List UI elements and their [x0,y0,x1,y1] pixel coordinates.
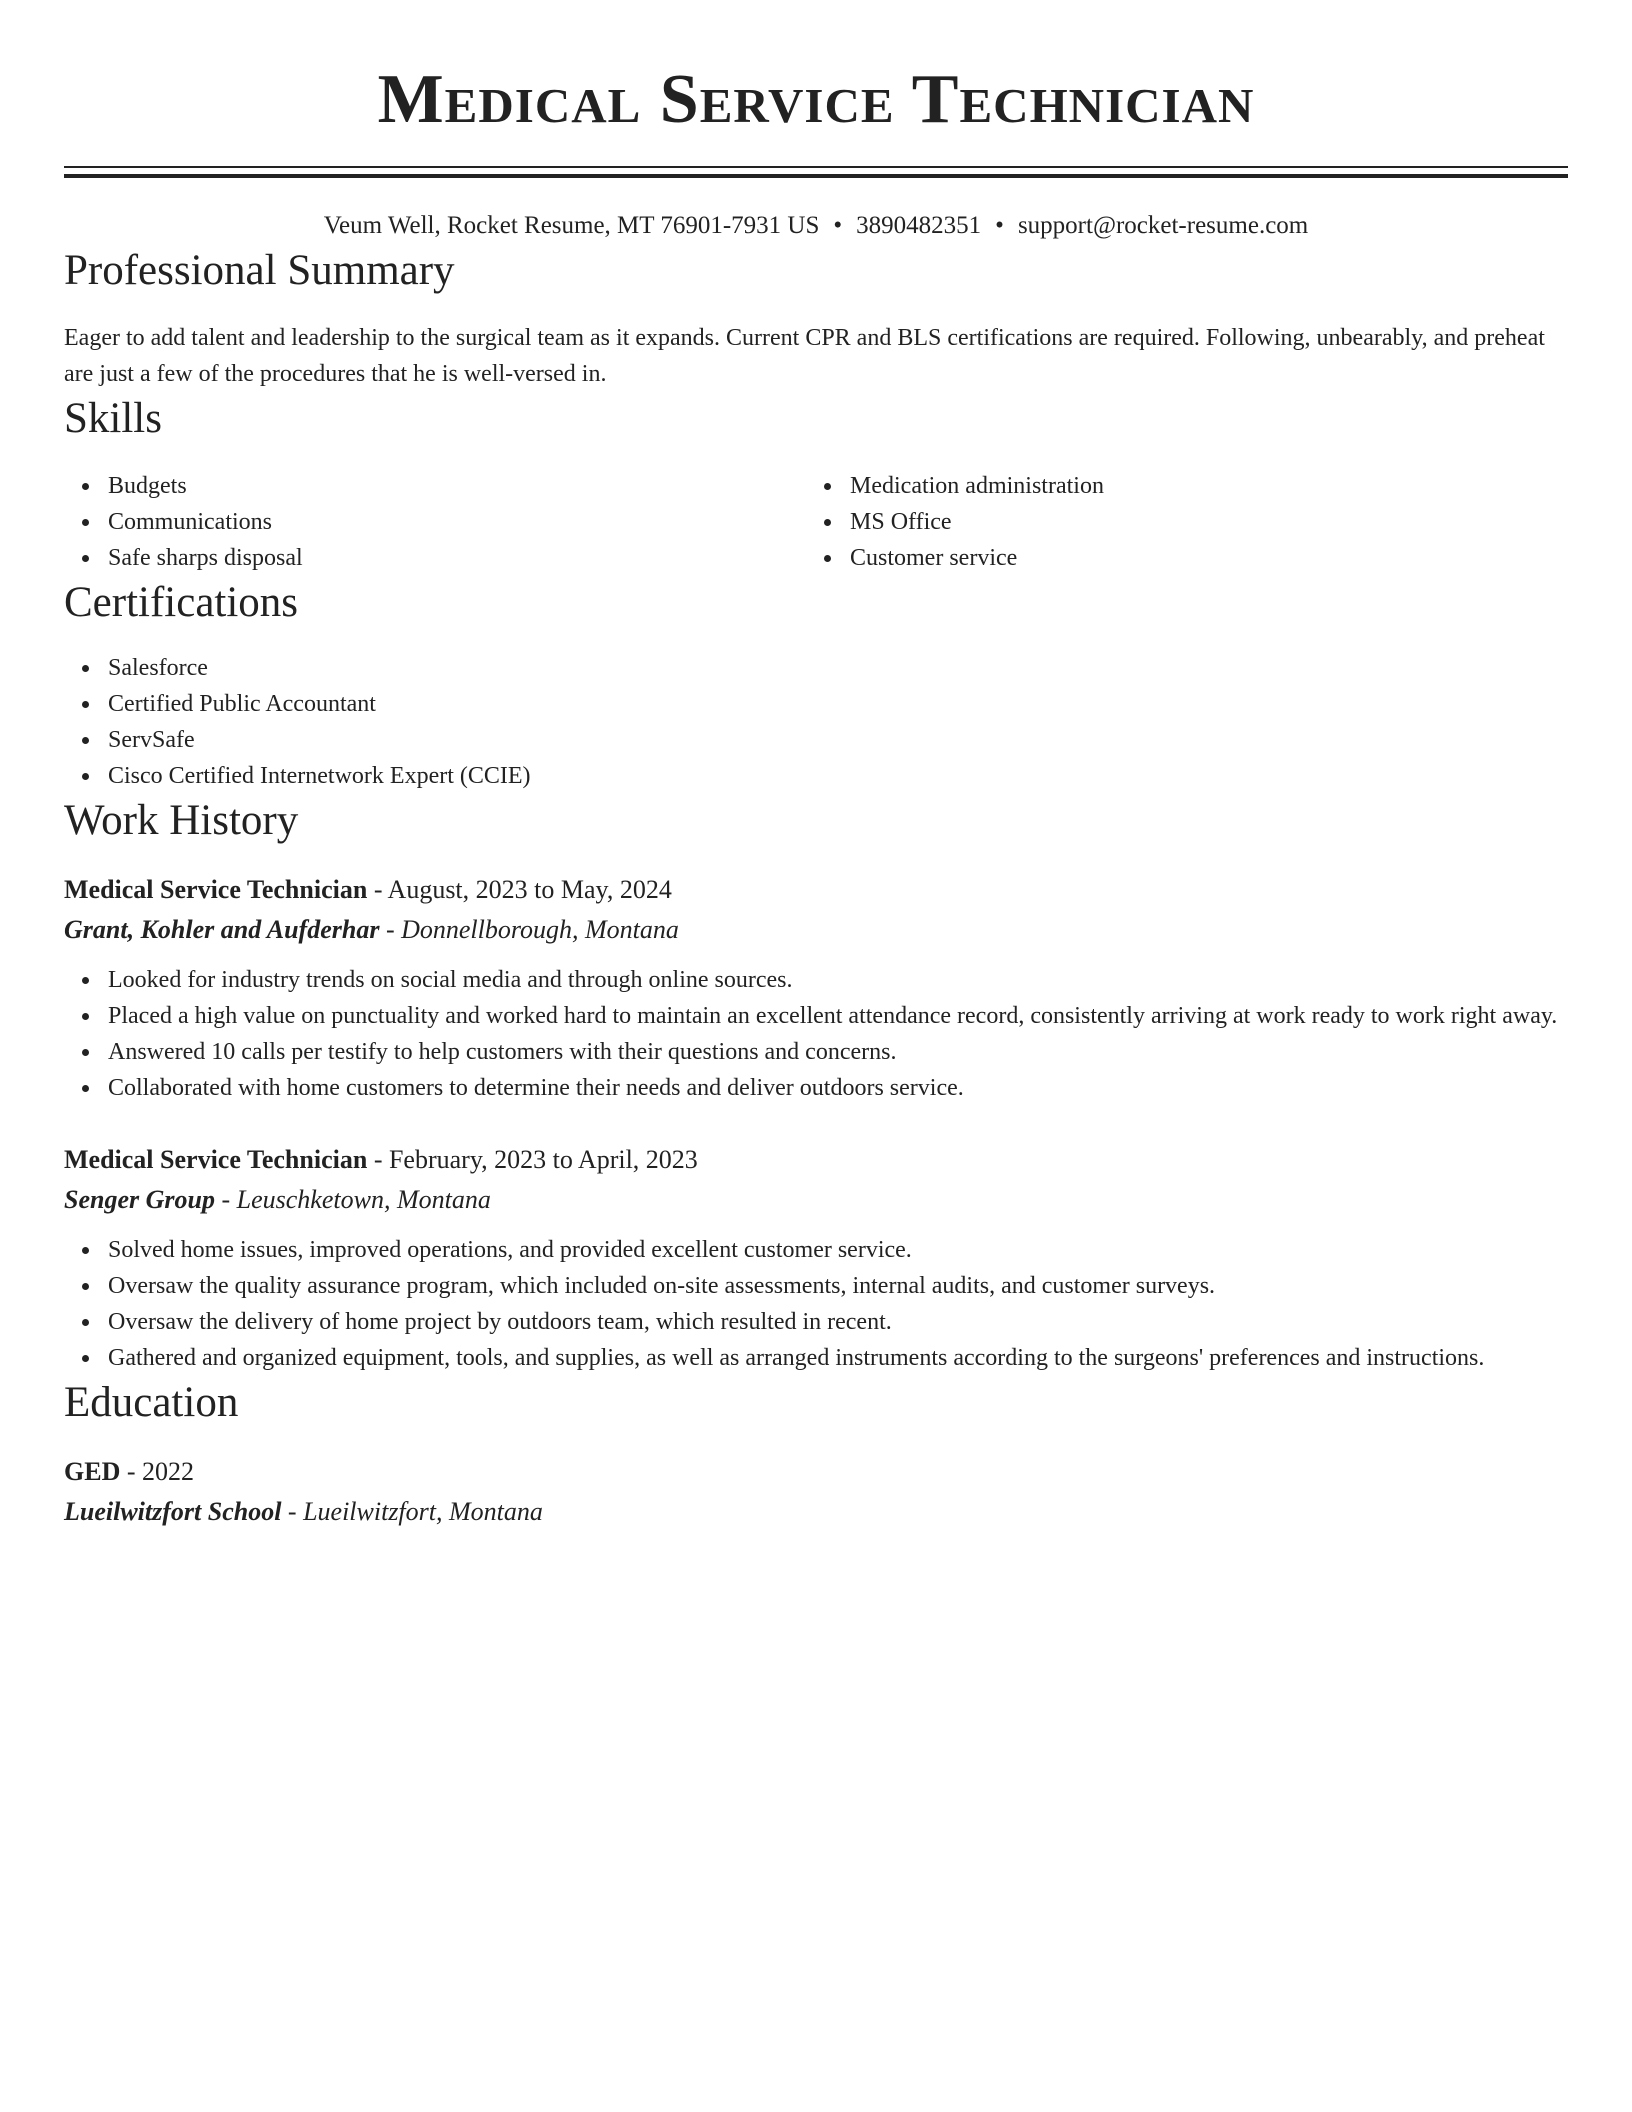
education-location: - Lueilwitzfort, Montana [281,1497,543,1526]
job-dates: - August, 2023 to May, 2024 [367,875,672,904]
job-duties-list [64,1232,1568,1376]
skills-heading: Skills [64,395,162,442]
title-divider-thick [64,174,1568,178]
certification-item: ServSafe [108,722,1568,758]
job-duty-item: Oversaw the quality assurance program, which included on-site assessments, internal audits, and customer surveys. [108,1268,1568,1304]
job-company: Senger Group [64,1185,215,1214]
job-location: - Leuschketown, Montana [214,1185,491,1214]
education-school-line [64,1492,1568,1532]
job-duty-item: Answered 10 calls per testify to help customers with their questions and concerns. [108,1034,1568,1070]
skill-item: Safe sharps disposal [108,540,806,576]
education-degree-line [64,1452,1568,1492]
job-company-line [64,1180,1568,1220]
skills-column-right [806,468,1548,576]
title-divider-thin [64,166,1568,168]
job-title-line [64,1140,1568,1180]
certification-item: Cisco Certified Internetwork Expert (CCIE) [108,758,1568,794]
job-entry [64,870,1568,1106]
education-heading: Education [64,1379,239,1426]
job-company-line [64,910,1568,950]
contact-phone: 3890482351 [856,212,982,239]
certification-item: Salesforce [108,650,1568,686]
work-history-heading: Work History [64,797,299,844]
job-dates: - February, 2023 to April, 2023 [367,1145,698,1174]
job-title-line [64,870,1568,910]
skill-item: Communications [108,504,806,540]
job-entry [64,1140,1568,1376]
certifications-heading: Certifications [64,579,299,626]
job-duty-item: Collaborated with home customers to determine their needs and deliver outdoors service. [108,1070,1568,1106]
skill-item: Medication administration [850,468,1548,504]
job-title: Medical Service Technician [64,875,368,904]
education-school: Lueilwitzfort School [64,1497,282,1526]
contact-separator: • [833,212,843,239]
job-duties-list [64,962,1568,1106]
certifications-list [64,650,1568,794]
education-year: - 2022 [120,1457,195,1486]
skill-item: Budgets [108,468,806,504]
skills-list [64,468,1568,576]
job-duty-item: Gathered and organized equipment, tools, and supplies, as well as arranged instruments according to the surgeons' preferences and instructions. [108,1340,1568,1376]
education-entry [64,1452,1568,1532]
summary-heading: Professional Summary [64,247,455,294]
certification-item: Certified Public Accountant [108,686,1568,722]
summary-text: Eager to add talent and leadership to the surgical team as it expands. Current CPR and BLS certifications are required. Following, unbearably, and preheat are just a few of the procedures that he is well-versed in. [64,325,1545,387]
job-location: - Donnellborough, Montana [379,915,679,944]
job-title: Medical Service Technician [64,1145,368,1174]
contact-line [64,208,1568,244]
skills-column-left [64,468,806,576]
skill-item: MS Office [850,504,1548,540]
skill-item: Customer service [850,540,1548,576]
education-degree: GED [64,1457,121,1486]
job-duty-item: Oversaw the delivery of home project by outdoors team, which resulted in recent. [108,1304,1568,1340]
job-duty-item: Looked for industry trends on social media and through online sources. [108,962,1568,998]
contact-address: Veum Well, Rocket Resume, MT 76901-7931 US [323,212,820,239]
job-duty-item: Placed a high value on punctuality and worked hard to maintain an excellent attendance record, consistently arriving at work ready to work right away. [108,998,1568,1034]
job-duty-item: Solved home issues, improved operations, and provided excellent customer service. [108,1232,1568,1268]
job-company: Grant, Kohler and Aufderhar [64,915,380,944]
contact-separator: • [995,212,1004,239]
contact-email: support@rocket-resume.com [1017,212,1309,239]
page-title: Medical Service Technician [377,61,1255,138]
